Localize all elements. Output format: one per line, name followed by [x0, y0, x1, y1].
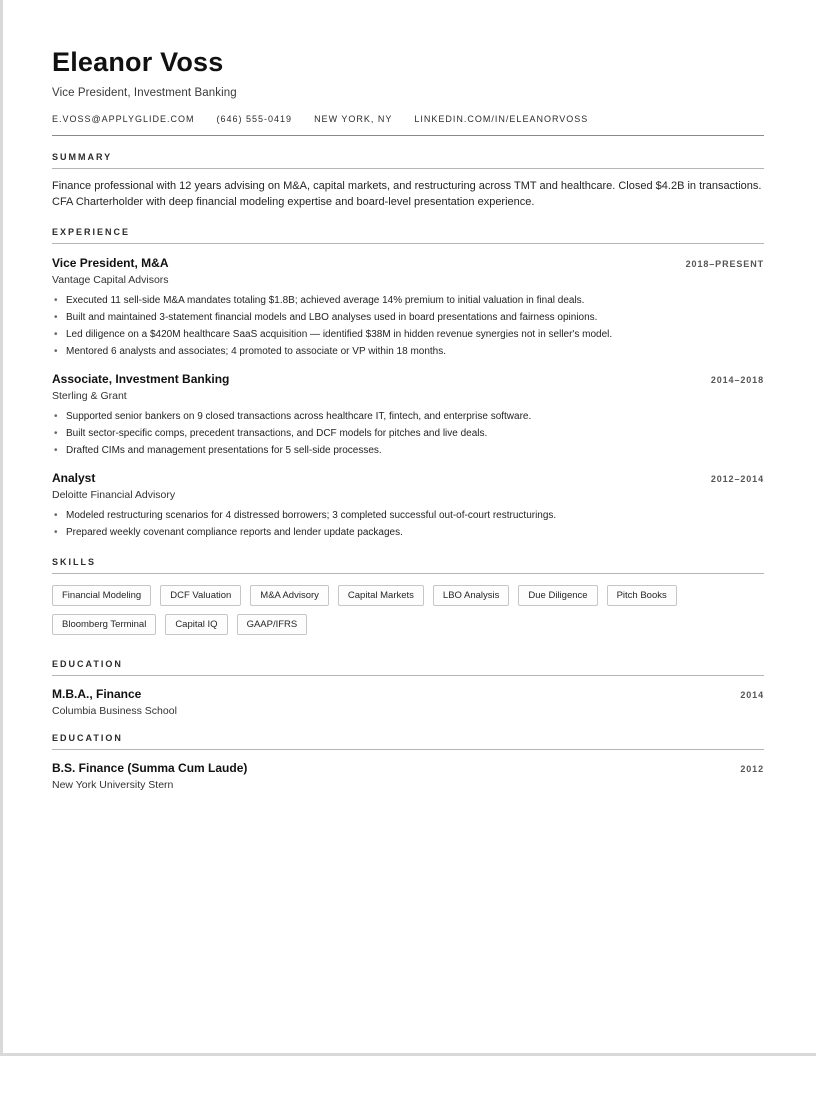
skill-tag: Due Diligence	[518, 585, 597, 606]
education-degree: M.B.A., Finance	[52, 686, 142, 701]
job-bullets	[52, 408, 764, 459]
skills-list	[52, 585, 764, 643]
page-edge-left	[0, 0, 3, 1056]
job-dates: 2018–PRESENT	[685, 258, 764, 269]
skill-tag: Capital IQ	[165, 614, 227, 635]
education-item	[52, 761, 764, 791]
skills-section	[52, 557, 764, 643]
education-degree: B.S. Finance (Summa Cum Laude)	[52, 760, 248, 775]
job-bullet: • Mentored 6 analysts and associates; 4 promoted to associate or VP within 18 months.	[52, 343, 764, 360]
job-bullets	[52, 292, 764, 360]
page-title: Eleanor Voss	[52, 47, 224, 77]
job-bullets	[52, 507, 764, 541]
skill-tag: GAAP/IFRS	[237, 614, 308, 635]
skill-tag: Pitch Books	[607, 585, 677, 606]
education-section-secondary	[52, 733, 764, 791]
skills-heading: SKILLS	[52, 557, 764, 574]
education-item-header	[52, 687, 764, 701]
experience-item-header	[52, 471, 764, 485]
job-bullet: • Drafted CIMs and management presentations for 5 sell-side processes.	[52, 442, 764, 459]
experience-item-header	[52, 372, 764, 386]
job-bullet: • Supported senior bankers on 9 closed transactions across healthcare IT, fintech, and enterprise software.	[52, 408, 764, 425]
skill-tag: LBO Analysis	[433, 585, 510, 606]
education-section-primary	[52, 659, 764, 717]
job-dates: 2014–2018	[710, 374, 764, 385]
contact-linkedin[interactable]: LINKEDIN.COM/IN/ELEANORVOSS	[414, 114, 589, 125]
summary-section	[52, 152, 764, 211]
job-role: Vice President, M&A	[52, 255, 169, 270]
education-item-header	[52, 761, 764, 775]
job-role: Analyst	[52, 470, 96, 485]
education-school: New York University Stern	[52, 778, 174, 791]
summary-text: Finance professional with 12 years advising on M&A, capital markets, and restructuring across TMT and healthcare. Closed $4.2B in transactions. CFA Charterholder with deep financial modeling expertise and board-level presentation experience.	[52, 180, 762, 208]
experience-item	[52, 372, 764, 459]
experience-item-header	[52, 256, 764, 270]
skill-tag: DCF Valuation	[160, 585, 241, 606]
experience-section	[52, 227, 764, 541]
skill-tag: Financial Modeling	[52, 585, 151, 606]
contact-location: NEW YORK, NY	[314, 114, 393, 125]
skill-tag: M&A Advisory	[250, 585, 329, 606]
job-bullet: • Led diligence on a $420M healthcare SaaS acquisition — identified $38M in hidden revenue synergies not in seller's model.	[52, 326, 764, 343]
job-company: Vantage Capital Advisors	[52, 273, 169, 286]
page-background-below	[0, 1056, 816, 1100]
contact-row	[52, 114, 764, 136]
experience-item	[52, 256, 764, 360]
education-school: Columbia Business School	[52, 704, 177, 717]
education-heading: EDUCATION	[52, 659, 764, 676]
job-bullet: • Modeled restructuring scenarios for 4 distressed borrowers; 3 completed successful out-of-court restructurings.	[52, 507, 764, 524]
education-year: 2014	[740, 689, 764, 700]
job-company: Sterling & Grant	[52, 389, 127, 402]
job-company: Deloitte Financial Advisory	[52, 488, 176, 501]
job-bullet: • Built and maintained 3-statement financial models and LBO analyses used in board presentations and fairness opinions.	[52, 309, 764, 326]
professional-title: Vice President, Investment Banking	[52, 87, 237, 100]
skill-tag: Capital Markets	[338, 585, 424, 606]
summary-heading: SUMMARY	[52, 152, 764, 169]
job-bullet: • Prepared weekly covenant compliance reports and lender update packages.	[52, 524, 764, 541]
contact-phone: (646) 555-0419	[216, 114, 293, 125]
job-dates: 2012–2014	[710, 473, 764, 484]
resume-content	[52, 47, 764, 791]
experience-heading: EXPERIENCE	[52, 227, 764, 244]
job-bullet: • Built sector-specific comps, precedent transactions, and DCF models for pitches and live deals.	[52, 425, 764, 442]
job-bullet: • Executed 11 sell-side M&A mandates totaling $1.8B; achieved average 14% premium to initial valuation in final deals.	[52, 292, 764, 309]
job-role: Associate, Investment Banking	[52, 371, 230, 386]
experience-item	[52, 471, 764, 541]
education-year: 2012	[740, 763, 764, 774]
contact-email[interactable]: E.VOSS@APPLYGLIDE.COM	[52, 114, 195, 125]
skill-tag: Bloomberg Terminal	[52, 614, 156, 635]
education-item	[52, 687, 764, 717]
education-heading: EDUCATION	[52, 733, 764, 750]
